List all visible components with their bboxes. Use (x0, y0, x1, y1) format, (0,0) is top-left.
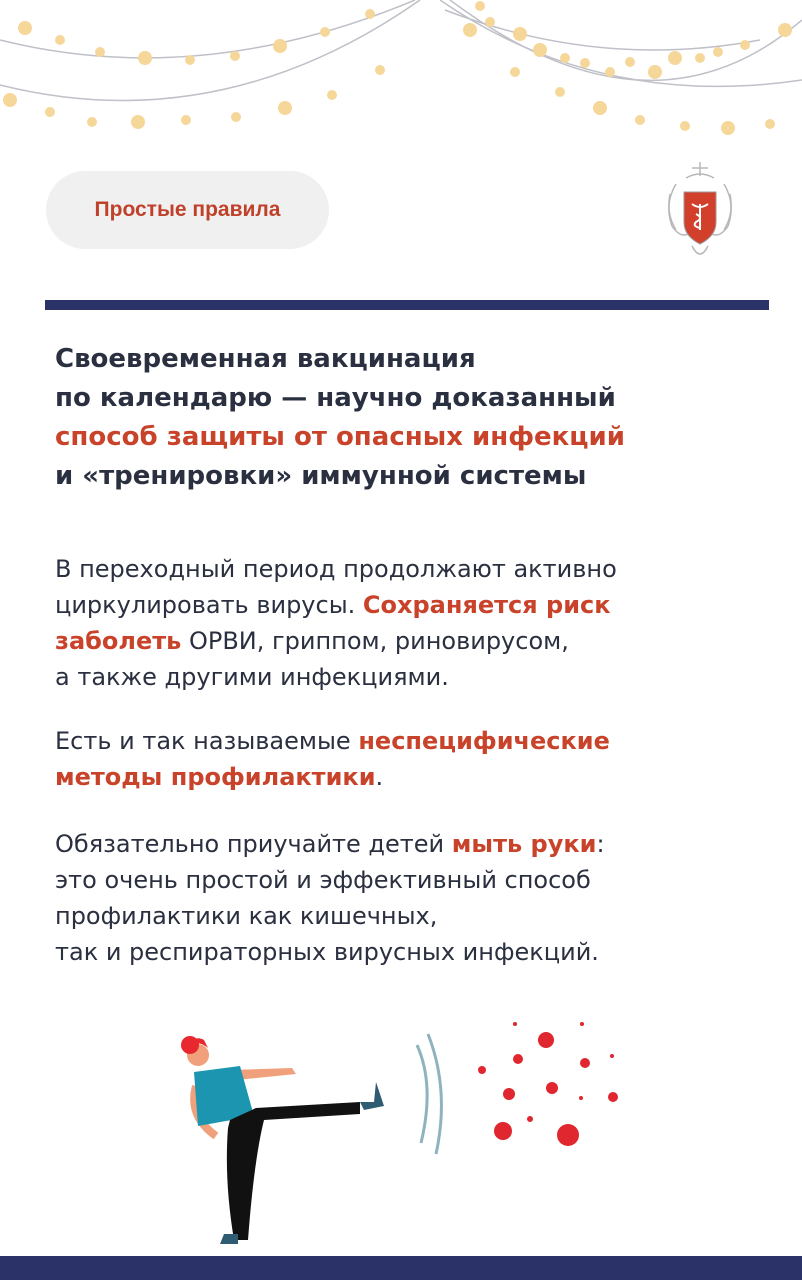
light-bulb (45, 107, 55, 117)
light-bulb (533, 43, 547, 57)
text: : (596, 830, 605, 858)
light-bulb (87, 117, 97, 127)
virus-icon (503, 1088, 515, 1100)
headline-highlight: способ защиты от опасных инфекций (55, 422, 625, 452)
light-bulb (605, 67, 615, 77)
light-bulb (230, 51, 240, 61)
footer-bar (0, 1256, 802, 1280)
virus-particles (478, 1022, 618, 1146)
text: Обязательно приучайте детей (55, 830, 452, 858)
light-bulb (475, 1, 485, 11)
virus-icon (527, 1116, 533, 1122)
light-bulb (3, 93, 17, 107)
girl-kicking-viruses-illustration (160, 1010, 640, 1256)
light-bulb (181, 115, 191, 125)
text: Есть и так называемые (55, 727, 359, 755)
light-bulb (231, 112, 241, 122)
virus-icon (538, 1032, 554, 1048)
virus-icon (580, 1058, 590, 1068)
light-bulb (55, 35, 65, 45)
virus-icon (580, 1022, 584, 1026)
highlight-text: Сохраняется риск (362, 591, 611, 619)
light-bulb (365, 9, 375, 19)
light-bulb (560, 53, 570, 63)
light-bulb (648, 65, 662, 79)
text-line: В переходный период продолжают активно (55, 555, 617, 583)
light-bulb (185, 55, 195, 65)
headline-line: по календарю — научно доказанный (55, 383, 616, 413)
light-bulb (625, 57, 635, 67)
virus-icon (494, 1122, 512, 1140)
highlight-text: заболеть (55, 627, 182, 655)
light-bulb (95, 47, 105, 57)
light-bulb (695, 53, 705, 63)
text: . (375, 763, 384, 791)
light-bulb (593, 101, 607, 115)
light-bulb (778, 23, 792, 37)
headline (55, 340, 625, 496)
virus-icon (546, 1082, 558, 1094)
light-bulb (668, 51, 682, 65)
virus-icon (557, 1124, 579, 1146)
text-line: а также другими инфекциями. (55, 663, 449, 691)
light-bulb (18, 21, 32, 35)
highlight-text: мыть руки (451, 830, 597, 858)
light-bulb (375, 65, 385, 75)
simple-rules-badge (46, 171, 329, 249)
light-bulb (510, 67, 520, 77)
light-bulb (680, 121, 690, 131)
light-bulb (485, 17, 495, 27)
paragraph-nonspecific-methods (55, 723, 610, 795)
light-bulb (513, 27, 527, 41)
paragraph-transition-period (55, 551, 617, 695)
virus-icon (579, 1096, 583, 1100)
motion-arc (428, 1034, 441, 1154)
badge-label: Простые правила (94, 198, 281, 221)
highlight-text: неспецифические (358, 727, 610, 755)
girl-figure (181, 1036, 384, 1244)
light-bulb (463, 23, 477, 37)
motion-arc (417, 1045, 427, 1143)
highlight-text: методы профилактики (55, 763, 376, 791)
garland-lights-decoration (0, 0, 802, 150)
light-bulb (740, 40, 750, 50)
light-bulb (765, 119, 775, 129)
light-bulb (320, 27, 330, 37)
text-line: профилактики как кишечных, (55, 902, 438, 930)
virus-icon (478, 1066, 486, 1074)
text-line: это очень простой и эффективный способ (55, 866, 591, 894)
text: ОРВИ, гриппом, риновирусом, (181, 627, 569, 655)
light-bulb (138, 51, 152, 65)
light-bulb (721, 121, 735, 135)
virus-icon (513, 1054, 523, 1064)
divider-bar (45, 300, 769, 310)
virus-icon (610, 1054, 614, 1058)
light-bulb (278, 101, 292, 115)
virus-icon (608, 1092, 618, 1102)
headline-line: и «тренировки» иммунной системы (55, 461, 587, 491)
coat-of-arms-emblem-icon (662, 154, 738, 266)
text: циркулировать вирусы. (55, 591, 363, 619)
light-bulb (713, 47, 723, 57)
light-bulb (131, 115, 145, 129)
light-bulb (580, 58, 590, 68)
paragraph-wash-hands (55, 826, 605, 970)
virus-icon (513, 1022, 517, 1026)
light-bulb (555, 87, 565, 97)
headline-line: Своевременная вакцинация (55, 344, 476, 374)
light-bulb (635, 115, 645, 125)
light-bulb (327, 90, 337, 100)
text-line: так и респираторных вирусных инфекций. (55, 938, 599, 966)
light-bulb (273, 39, 287, 53)
